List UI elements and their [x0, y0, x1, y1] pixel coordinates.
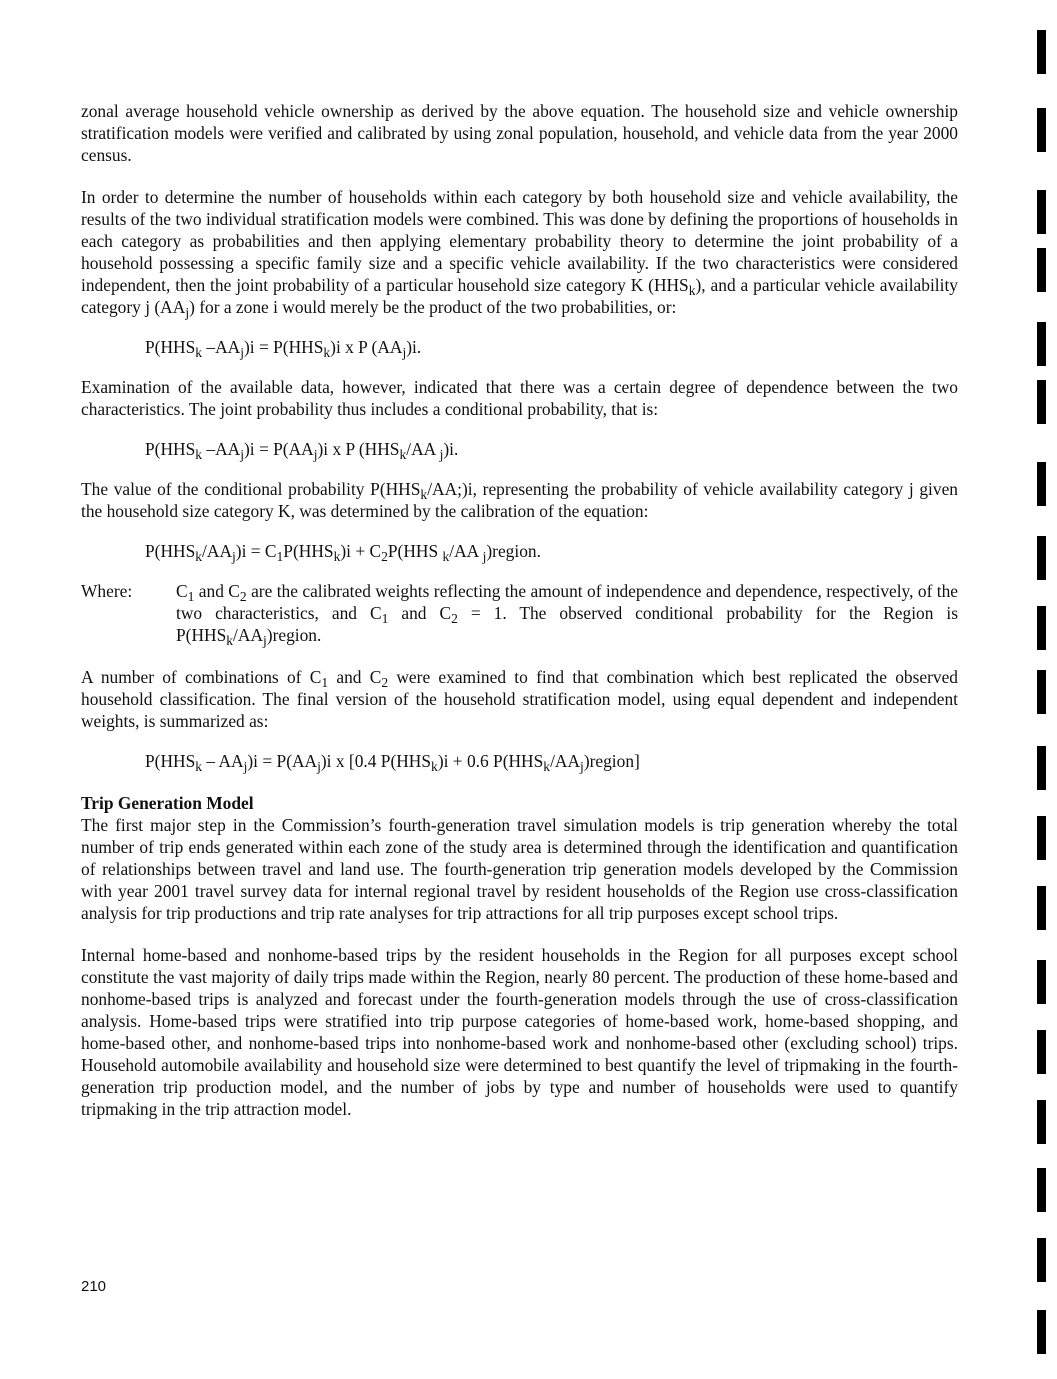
- edge-mark: [1037, 746, 1046, 790]
- where-label: Where:: [81, 581, 133, 601]
- edge-mark: [1037, 536, 1046, 580]
- edge-mark: [1037, 1030, 1046, 1074]
- page-number: 210: [81, 1278, 107, 1295]
- edge-mark: [1037, 30, 1046, 74]
- paragraph-6: The first major step in the Commission’s fourth-generation travel simulation models is trip generation whereby the total number of trip ends generated within each zone of the study area is determined through the identification and quantification of relationships between travel and land use. The fourth-generation trip generation models developed by the Commission with year 2001 travel survey data for internal regional travel by resident households of the Region use cross-classification analysis for trip productions and trip rate analyses for trip attractions for all trip purposes except school trips.: [81, 815, 958, 923]
- edge-mark: [1037, 1100, 1046, 1144]
- edge-mark: [1037, 248, 1046, 292]
- edge-mark: [1037, 1310, 1046, 1354]
- paragraph-5: A number of combinations of $C_1$ and $C_2$ were examined to find that combination which best replicated the observed household classification. The final version of the household stratification model, using equal dependent and independent weights, is summarized as:: [81, 667, 959, 731]
- edge-mark: [1037, 380, 1046, 424]
- section-heading: Trip Generation Model: [81, 793, 254, 813]
- equation-1: $P(HHS_k$ $-AA_j)i = P(HHS_k)i$ x P $(AA_j)i$.: [145, 337, 422, 360]
- equation-3: $P(HHS_k/AA_j)i = C_1P(HHS_k)i + C_2P(HHS$ $_k$/AA $_j$)region.: [145, 541, 541, 564]
- edge-mark: [1037, 816, 1046, 860]
- edge-mark: [1037, 670, 1046, 714]
- page-body: [81, 100, 958, 1120]
- edge-mark: [1037, 322, 1046, 366]
- equation-4: $P(HHS_k - AA_j)i = P(AA_j)i$ x [0.4 $P(HHS_k)i + 0.6$ $P(HHS_k/AA_j)region$]: [145, 751, 640, 774]
- edge-mark: [1037, 886, 1046, 930]
- edge-mark: [1037, 190, 1046, 234]
- edge-mark: [1037, 1168, 1046, 1212]
- paragraph-4: The value of the conditional probability $P(HHS_k/AA;)i$, representing the probability of vehicle availability category j given the household size category K, was determined by the calibration of the equation:: [81, 479, 958, 521]
- where-block: [81, 580, 958, 646]
- where-text: $C_1$ and $C_2$ are the calibrated weights reflecting the amount of independence and dependence, respectively, of the two characteristics, and $C_1$ and $C_2 = 1$. The observed conditional probability for the Region is $P(HHS_k/AA_j)region$.: [176, 581, 959, 648]
- edge-mark: [1037, 108, 1046, 152]
- paragraph-7: Internal home-based and nonhome-based trips by the resident households in the Region for all purposes except school constitute the vast majority of daily trips made within the Region, nearly 80 percent. The production of these home-based and nonhome-based trips is analyzed and forecast under the fourth-generation models through the use of cross-classification analysis. Home-based trips were stratified into trip purpose categories of home-based work, home-based shopping, and home-based other, and nonhome-based trips into nonhome-based work and nonhome-based other (excluding school) trips. Household automobile availability and household size were determined to best quantify the level of tripmaking in the fourth-generation trip production model, and the number of jobs by type and number of households were used to quantify tripmaking in the trip attraction model.: [81, 945, 958, 1119]
- scan-edge-marks: [1037, 0, 1049, 1379]
- edge-mark: [1037, 606, 1046, 650]
- edge-mark: [1037, 1238, 1046, 1282]
- paragraph-1: zonal average household vehicle ownership as derived by the above equation. The household size and vehicle ownership stratification models were verified and calibrated by using zonal population, household, and vehicle data from the year 2000 census.: [81, 101, 958, 165]
- equation-2: $P(HHS_k$ $-AA_j)i = P(AA_j)i$ x P ($HHS_k/AA$ $_j$)i.: [145, 439, 459, 462]
- paragraph-3: Examination of the available data, however, indicated that there was a certain degree of dependence between the two characteristics. The joint probability thus includes a conditional probability, that is:: [81, 377, 958, 419]
- edge-mark: [1037, 960, 1046, 1004]
- paragraph-2: In order to determine the number of households within each category by both household size and vehicle availability, the results of the two individual stratification models were combined. This was done by defining the proportions of households in each category as probabilities and then applying elementary probability theory to determine the joint probability of a household possessing a specific family size and a specific vehicle availability. If the two characteristics were considered independent, then the joint probability of a particular household size category K $(HHS_k)$, and a particular vehicle availability category j $(AA_j)$ for a zone i would merely be the product of the two probabilities, or:: [81, 187, 958, 320]
- edge-mark: [1037, 462, 1046, 506]
